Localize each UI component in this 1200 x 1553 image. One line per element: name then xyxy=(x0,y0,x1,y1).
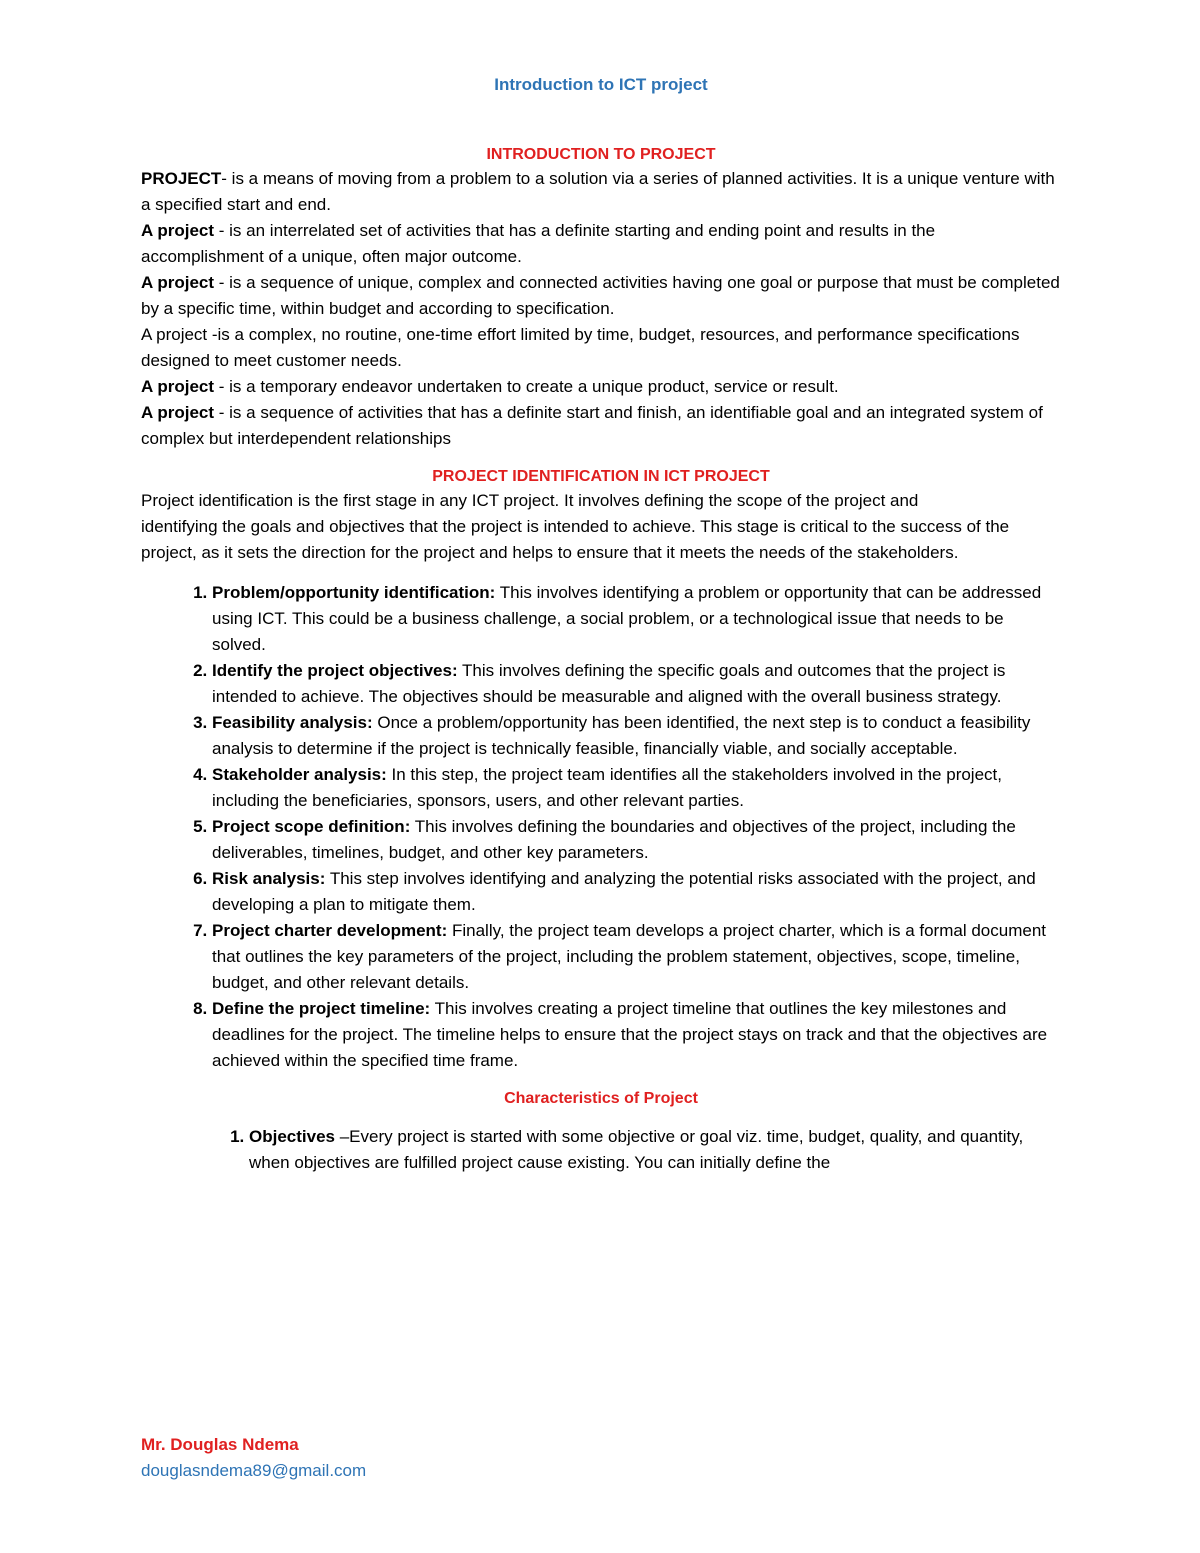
definition-term: A project xyxy=(141,221,215,240)
step-term: Risk analysis: xyxy=(212,869,326,888)
list-item xyxy=(212,658,1061,710)
characteristic-text: –Every project is started with some objective or goal viz. time, budget, quality, and quantity, when objectives are fulfilled project cause existing. You can initially define the xyxy=(249,1127,1024,1172)
definition-paragraph xyxy=(141,270,1061,322)
definition-text: A project -is a complex, no routine, one-time effort limited by time, budget, resources, and performance specifications designed to meet customer needs. xyxy=(141,325,1020,370)
step-term: Project charter development: xyxy=(212,921,448,940)
list-item xyxy=(212,710,1061,762)
identification-paragraph: Project identification is the first stage in any ICT project. It involves defining the scope of the project and xyxy=(141,491,919,510)
step-term: Feasibility analysis: xyxy=(212,713,373,732)
list-item xyxy=(212,996,1061,1074)
step-text: In this step, the project team identifies all the stakeholders involved in the project, including the beneficiaries, sponsors, users, and other relevant parties. xyxy=(212,765,1002,810)
step-term: Problem/opportunity identification: xyxy=(212,583,496,602)
definition-text: - is a sequence of unique, complex and connected activities having one goal or purpose that must be completed by a specific time, within budget and according to specification. xyxy=(141,273,1060,318)
definition-paragraph xyxy=(141,218,1061,270)
step-text: This involves creating a project timeline that outlines the key milestones and deadlines for the project. The timeline helps to ensure that the project stays on track and that the objectives are achieved within the specified time frame. xyxy=(212,999,1048,1070)
step-text: This involves defining the specific goals and outcomes that the project is intended to achieve. The objectives should be measurable and aligned with the overall business strategy. xyxy=(212,661,1006,706)
step-text: This involves defining the boundaries and objectives of the project, including the deliverables, timelines, budget, and other key parameters. xyxy=(212,817,1016,862)
step-text: Once a problem/opportunity has been identified, the next step is to conduct a feasibility analysis to determine if the project is technically feasible, financially viable, and socially acceptable. xyxy=(212,713,1031,758)
page-footer xyxy=(141,1432,741,1484)
definition-paragraph xyxy=(141,322,1061,374)
definition-term: A project xyxy=(141,377,215,396)
list-item xyxy=(212,762,1061,814)
characteristic-term: Objectives xyxy=(249,1127,335,1146)
identification-paragraph: identifying the goals and objectives that the project is intended to achieve. This stage is critical to the success of the project, as it sets the direction for the project and helps to ensure that it meets the needs of the stakeholders. xyxy=(141,517,1010,562)
list-item xyxy=(212,580,1061,658)
definition-paragraph xyxy=(141,374,1061,400)
characteristics-list xyxy=(141,1124,1061,1176)
definition-text: - is a temporary endeavor undertaken to create a unique product, service or result. xyxy=(214,377,839,396)
list-item xyxy=(212,814,1061,866)
footer-email-link[interactable]: douglasndema89@gmail.com xyxy=(141,1461,367,1480)
step-term: Stakeholder analysis: xyxy=(212,765,387,784)
step-term: Project scope definition: xyxy=(212,817,411,836)
section-heading-identification: PROJECT IDENTIFICATION IN ICT PROJECT xyxy=(432,468,770,485)
step-text: This involves identifying a problem or opportunity that can be addressed using ICT. This could be a business challenge, a social problem, or a technological issue that needs to be solved. xyxy=(212,583,1042,654)
list-item xyxy=(212,866,1061,918)
document-body xyxy=(141,74,1061,1176)
definition-term: A project xyxy=(141,403,215,422)
section-heading-characteristics: Characteristics of Project xyxy=(504,1090,698,1107)
definition-text: - is a sequence of activities that has a definite start and finish, an identifiable goal and an integrated system of complex but interdependent relationships xyxy=(141,403,1043,448)
document-header-title: Introduction to ICT project xyxy=(494,75,708,94)
definition-term: PROJECT xyxy=(141,169,222,188)
identification-steps-list xyxy=(141,580,1061,1074)
step-text: This step involves identifying and analyzing the potential risks associated with the project, and developing a plan to mitigate them. xyxy=(212,869,1036,914)
footer-author: Mr. Douglas Ndema xyxy=(141,1435,299,1454)
definition-paragraph xyxy=(141,166,1061,218)
list-item xyxy=(212,918,1061,996)
step-term: Define the project timeline: xyxy=(212,999,431,1018)
step-text: Finally, the project team develops a project charter, which is a formal document that outlines the key parameters of the project, including the problem statement, objectives, scope, timeline, budget, and other relevant details. xyxy=(212,921,1046,992)
section-heading-introduction: INTRODUCTION TO PROJECT xyxy=(486,146,716,163)
definition-term: A project xyxy=(141,273,215,292)
step-term: Identify the project objectives: xyxy=(212,661,458,680)
definition-text: - is a means of moving from a problem to a solution via a series of planned activities. It is a unique venture with a specified start and end. xyxy=(141,169,1055,214)
definition-text: - is an interrelated set of activities that has a definite starting and ending point and results in the accomplishment of a unique, often major outcome. xyxy=(141,221,936,266)
list-item xyxy=(249,1124,1061,1176)
definition-paragraph xyxy=(141,400,1061,452)
